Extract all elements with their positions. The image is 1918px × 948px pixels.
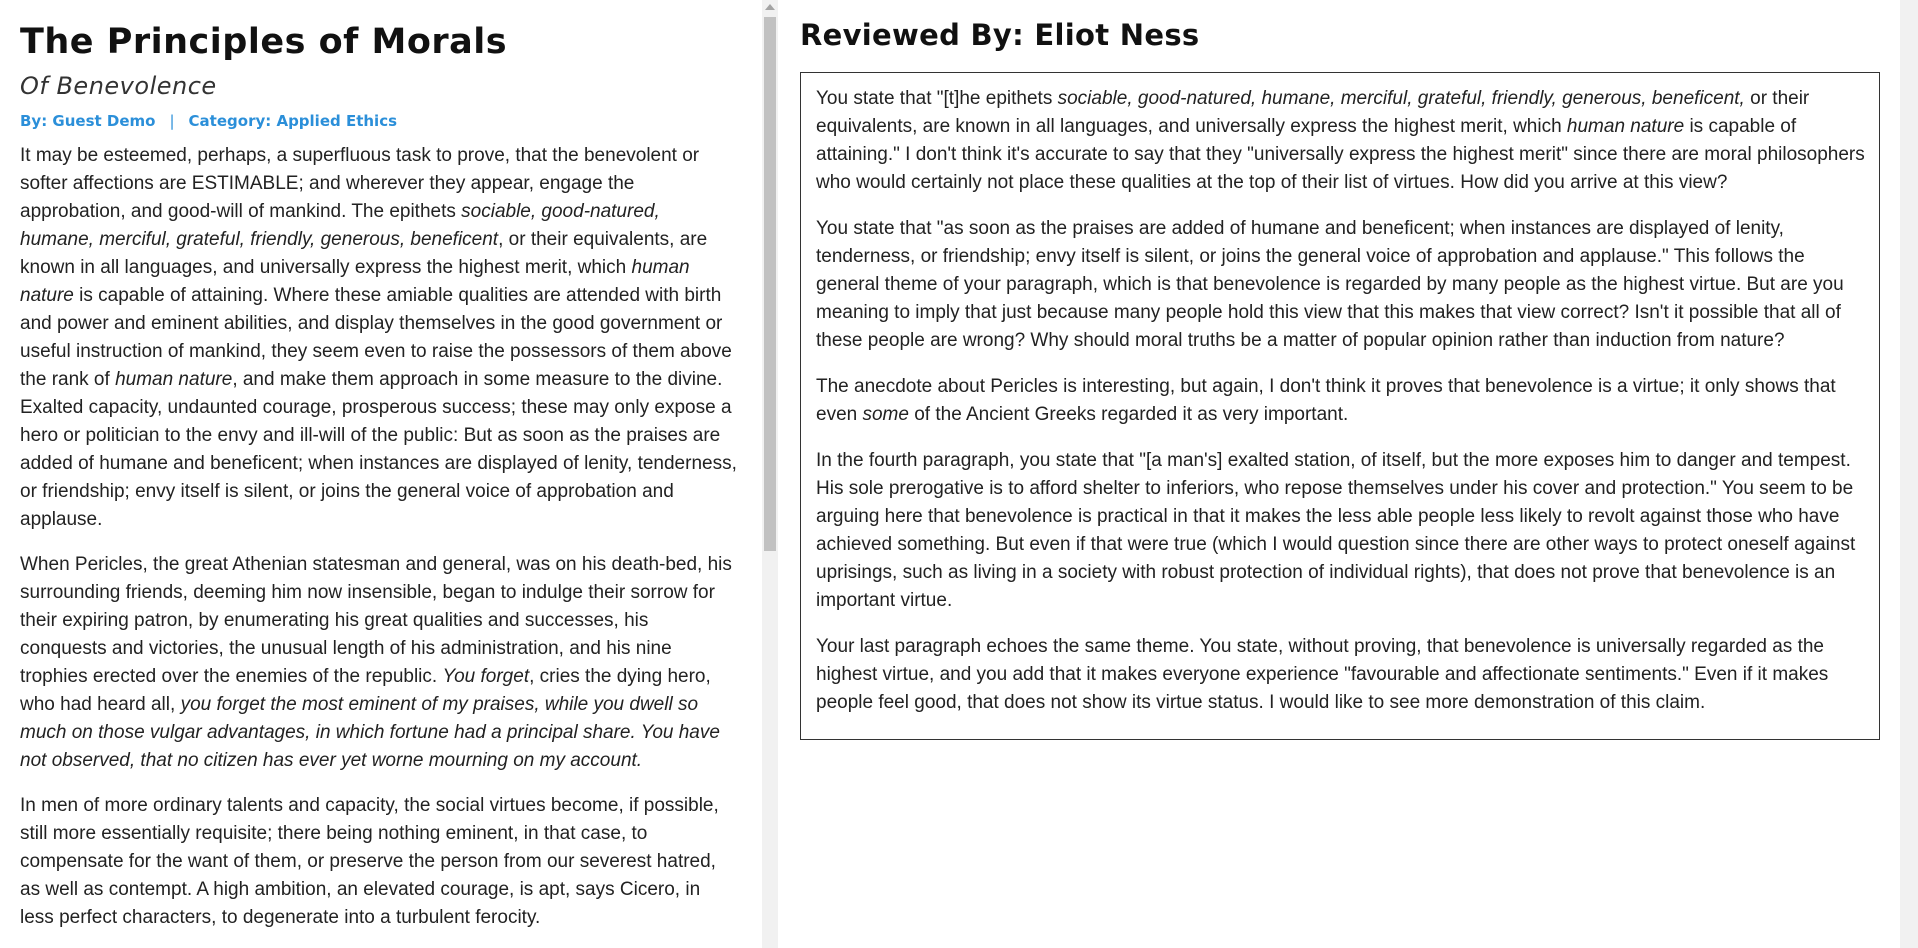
essay-text: When Pericles, the great Athenian statesman and general, was on his death-bed, his surrounding friends, deeming him now insensible, began to indulge their sorrow for their expiring patron, by enumerating his great qualities and successes, his conquests and victories, the unusual length of his administration, and his nine trophies erected over the enemies of the republic. bbox=[20, 554, 732, 687]
essay-subtitle: Of Benevolence bbox=[20, 72, 217, 100]
review-paragraph bbox=[816, 447, 1865, 615]
review-text: In the fourth paragraph, you state that "[a man's] exalted station, of itself, but the more exposes him to danger and tempest. His sole prerogative is to afford shelter to inferiors, who repose themselves under his cover and protection." You seem to be arguing here that benevolence is practical in that it makes the less able people less likely to revolt against those who have achieved something. But even if that were true (which I would question since there are other ways to protect oneself against uprisings, such as living in a society with robust protection of individual rights), that does not prove that benevolence is an important virtue. bbox=[816, 450, 1856, 611]
author-link[interactable]: By: Guest Demo bbox=[20, 112, 156, 130]
review-italic-text: sociable, good-natured, humane, merciful, grateful, friendly, generous, beneficent, bbox=[1057, 88, 1745, 109]
essay-title: The Principles of Morals bbox=[20, 22, 508, 62]
meta-separator: | bbox=[169, 112, 175, 130]
review-text: or their equivalents, are known in all languages, and universally express the highest merit, which bbox=[816, 88, 1810, 137]
essay-body bbox=[20, 142, 738, 932]
essay-italic-text: You forget bbox=[442, 666, 530, 687]
review-paragraph bbox=[816, 85, 1865, 197]
review-text: You state that "as soon as the praises are added of humane and beneficent; when instances are displayed of lenity, tenderness, or friendship; envy itself is silent, or joins the general voice of approbation and applause." This follows the general theme of your paragraph, which is that benevolence is regarded by many people as the highest virtue. But are you meaning to imply that just because many people hold this view that this makes that view correct? Isn't it possible that all of these people are wrong? Why should moral truths be a matter of popular opinion rather than induction from nature? bbox=[816, 218, 1844, 351]
review-italic-text: some bbox=[862, 404, 909, 425]
review-pane bbox=[778, 0, 1900, 948]
essay-content bbox=[0, 0, 762, 932]
essay-text: In men of more ordinary talents and capacity, the social virtues become, if possible, still more essentially requisite; there being nothing eminent, in that case, to compensate for the want of them, or preserve the person from our severest hatred, as well as contempt. A high ambition, an elevated courage, is apt, says Cicero, in less perfect characters, to degenerate into a turbulent ferocity. bbox=[20, 795, 719, 928]
essay-text: , and make them approach in some measure to the divine. Exalted capacity, undaunted courage, prosperous success; these may only expose a hero or politician to the envy and ill-will of the public: But as soon as the praises are added of humane and beneficent; when instances are displayed of lenity, tenderness, or friendship; envy itself is silent, or joins the general voice of approbation and applause. bbox=[20, 369, 737, 530]
review-box bbox=[800, 72, 1880, 740]
essay-italic-text: human nature bbox=[20, 257, 690, 306]
essay-italic-text: sociable, good-natured, humane, merciful, grateful, friendly, generous, beneficent bbox=[20, 201, 660, 250]
review-text: of the Ancient Greeks regarded it as very important. bbox=[908, 404, 1349, 425]
review-body bbox=[816, 85, 1865, 717]
review-text: is capable of attaining." I don't think it's accurate to say that they "universally express the highest merit" since there are moral philosophers who would certainly not place these qualities at the top of their list of virtues. How did you arrive at this view? bbox=[816, 116, 1865, 193]
review-italic-text: human nature bbox=[1566, 116, 1685, 137]
scroll-up-arrow-icon[interactable] bbox=[765, 4, 775, 10]
essay-text: , or their equivalents, are known in all languages, and universally express the highest merit, which bbox=[20, 229, 708, 278]
review-text: You state that "[t]he epithets bbox=[816, 88, 1058, 109]
essay-text: is capable of attaining. Where these amiable qualities are attended with birth and power and eminent abilities, and display themselves in the good government or useful instruction of mankind, they seem even to raise the possessors of them above the rank of bbox=[20, 285, 732, 390]
category-link[interactable]: Category: Applied Ethics bbox=[188, 112, 398, 130]
essay-text: It may be esteemed, perhaps, a superfluous task to prove, that the benevolent or softer affections are ESTIMABLE; and wherever they appear, engage the approbation, and good-will of mankind. The epithets bbox=[20, 145, 700, 222]
review-paragraph bbox=[816, 633, 1865, 717]
essay-paragraph bbox=[20, 142, 738, 534]
window-scrollbar-track[interactable] bbox=[1900, 0, 1918, 948]
essay-pane[interactable] bbox=[0, 0, 762, 948]
review-text: The anecdote about Pericles is interesting, but again, I don't think it proves that benevolence is a virtue; it only shows that even bbox=[816, 376, 1836, 425]
essay-scrollbar[interactable] bbox=[762, 0, 778, 948]
essay-meta bbox=[20, 112, 738, 130]
essay-italic-text: human nature bbox=[115, 369, 233, 390]
scrollbar-thumb[interactable] bbox=[764, 17, 776, 551]
essay-text: , cries the dying hero, who had heard all, bbox=[20, 666, 711, 715]
essay-italic-text: you forget the most eminent of my praises, while you dwell so much on those vulgar advantages, in which fortune had a principal share. You have not observed, that no citizen has ever yet worne mourning on my account. bbox=[20, 694, 720, 771]
essay-paragraph bbox=[20, 551, 738, 775]
review-paragraph bbox=[816, 373, 1865, 429]
review-heading: Reviewed By: Eliot Ness bbox=[800, 18, 1200, 52]
essay-paragraph bbox=[20, 792, 738, 932]
review-text: Your last paragraph echoes the same theme. You state, without proving, that benevolence is universally regarded as the highest virtue, and you add that it makes everyone experience "favourable and affectionate sentiments." Even if it makes people feel good, that does not show its virtue status. I would like to see more demonstration of this claim. bbox=[816, 636, 1829, 713]
review-paragraph bbox=[816, 215, 1865, 355]
